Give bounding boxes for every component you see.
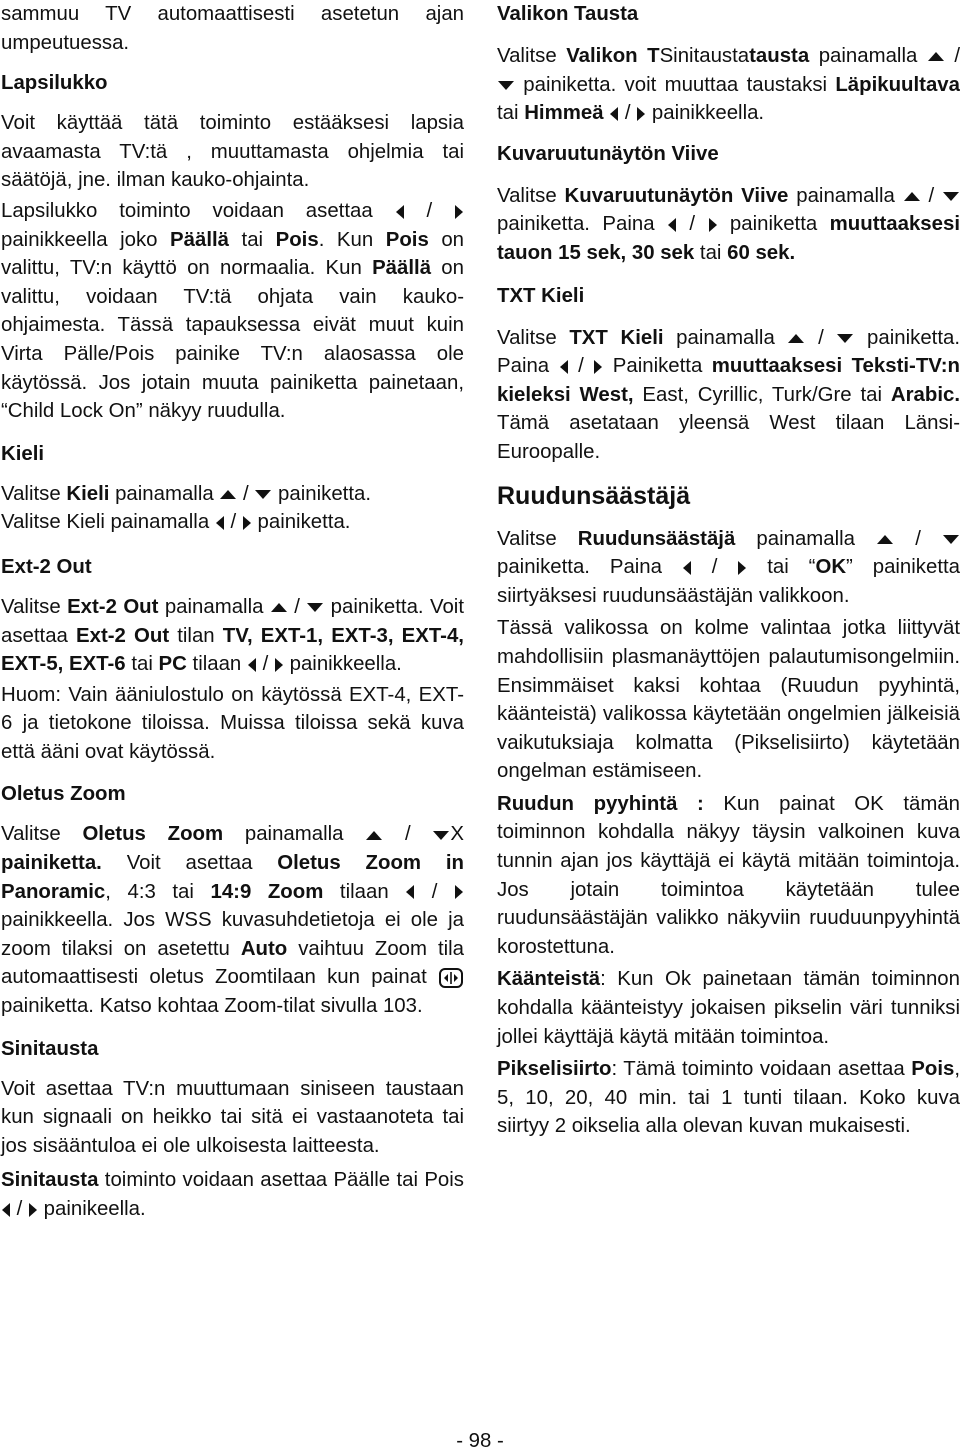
section-heading-valikon-tausta: Valikon Tausta	[497, 3, 639, 25]
up-arrow-icon	[365, 830, 383, 841]
section-heading-ext2-out: Ext-2 Out	[1, 555, 92, 578]
section-heading-kuvaruutunayton-viive: Kuvaruutunäytön Viive	[497, 142, 719, 165]
paragraph: Huom: Vain ääniulostulo on käytössä EXT-4, EXT-6 ja tietokone tiloissa. Muissa tiloissa sekä kuva että ääni ovat käytössä.	[1, 683, 464, 763]
section-heading-txt-kieli: TXT Kieli	[497, 284, 585, 307]
left-column	[1, 0, 464, 1224]
paragraph: Ruudun pyyhintä : Kun painat OK tämän toiminnon kohdalla näkyy täysin valkoinen kuva tunnin ajan jos käyttäjä ei käytä mitään toimintoja. Jos jotain toimintoa käytetään tulee ruudunsäästäjän valikko näkyviin ruuduunpyyhintä korostettuna.	[497, 792, 960, 958]
left-arrow-icon	[1, 1202, 11, 1218]
section-heading-oletus-zoom: Oletus Zoom	[1, 783, 126, 806]
paragraph: Valitse Ext-2 Out painamalla / painiketta. Voit asettaa Ext-2 Out tilan TV, EXT-1, EXT-3, EXT-4, EXT-5, EXT-6 tai PC tilaan / painikkeella.	[1, 595, 464, 676]
paragraph: Voit asettaa TV:n muuttumaan siniseen taustaan kun signaali on heikko tai sitä ei vastaanoteta tai jos sisääntuloa ei ole ulkoisesta laitteesta.	[1, 1077, 464, 1157]
right-arrow-icon	[28, 1202, 38, 1218]
paragraph: Pikselisiirto: Tämä toiminto voidaan asettaa Pois, 5, 10, 20, 40 min. tai 1 tunti tilaan. Koko kuva siirtyy 2 oikselia alla olevan kuvan mukaisesti.	[497, 1058, 960, 1138]
paragraph: Valitse Kieli painamalla / painiketta. Valitse Kieli painamalla / painiketta.	[1, 482, 371, 534]
left-arrow-icon	[609, 106, 619, 122]
right-arrow-icon	[274, 657, 284, 673]
paragraph: Valitse Valikon TSinitaustatausta painamalla / painiketta. voit muuttaa taustaksi Läpikuultava tai Himmeä / painikkeella.	[497, 45, 960, 125]
down-arrow-icon	[497, 80, 515, 91]
down-arrow-icon	[432, 830, 450, 841]
paragraph: Sinitausta toiminto voidaan asettaa Päälle tai Pois / painikeella.	[1, 1169, 464, 1220]
down-arrow-icon	[942, 191, 960, 202]
right-arrow-icon	[454, 204, 464, 220]
down-arrow-icon	[306, 602, 324, 613]
paragraph: Käänteistä: Kun Ok painetaan tämän toiminnon kohdalla käänteistyy jokaisen pikselin väri tunniksi jollei käyttäjä käytä mitään toimintoa.	[497, 968, 960, 1048]
right-arrow-icon	[737, 560, 747, 576]
right-column	[497, 0, 960, 1141]
left-arrow-icon	[405, 884, 415, 900]
right-arrow-icon	[636, 106, 646, 122]
left-arrow-icon	[395, 204, 405, 220]
section-heading-sinitausta: Sinitausta	[1, 1037, 99, 1060]
right-arrow-icon	[593, 359, 603, 375]
right-arrow-icon	[242, 515, 252, 531]
down-arrow-icon	[942, 534, 960, 545]
left-arrow-icon	[667, 217, 677, 233]
left-arrow-icon	[215, 515, 225, 531]
up-arrow-icon	[270, 602, 288, 613]
paragraph: sammuu TV automaattisesti asetetun ajan umpeutuessa.	[1, 3, 464, 54]
section-heading-ruudunsaastaja: Ruudunsäästäjä	[497, 481, 691, 510]
paragraph: Valitse Kuvaruutunäytön Viive painamalla / painiketta. Paina / painiketta muuttaaksesi tauon 15 sek, 30 sek tai 60 sek.	[497, 184, 960, 264]
up-arrow-icon	[787, 333, 805, 344]
section-heading-kieli: Kieli	[1, 442, 45, 465]
paragraph: Tässä valikossa on kolme valintaa jotka liittyvät mahdollisiin plasmanäyttöjen palautumisongelmiin. Ensimmäiset kaksi kohtaa (Ruudun pyyhintä, käänteistä) valikossa käytetään ongelmien jälkeisiä vaikutuksiaja kolmatta (Pikselisiirto) käytetään ongelman estämiseen.	[497, 617, 960, 783]
section-heading-lapsilukko: Lapsilukko	[1, 72, 108, 95]
paragraph: Valitse TXT Kieli painamalla / painiketta. Paina / Painiketta muuttaaksesi Teksti-TV:n kieleksi West, East, Cyrillic, Turk/Gre tai Arabic. Tämä asetataan yleensä West tilaan Länsi-Euroopalle.	[497, 326, 960, 463]
paragraph: Lapsilukko toiminto voidaan asettaa / painikkeella joko Päällä tai Pois. Kun Pois on valittu, TV:n käyttö on normaalia. Kun Päällä on valittu, voidaan TV:tä ohjata vain kauko-ohjaimesta. Tässä tapauksessa eivät muut kuin Virta Pälle/Pois painike TV:n alaosassa ole käytössä. Jos jotain muuta painiketta painetaan, “Child Lock On” näkyy ruudulla.	[1, 199, 464, 423]
paragraph: Voit käyttää tätä toiminto estääksesi lapsia avaamasta TV:tä , muuttamasta ohjelmia tai säätöjä, jne. ilman kauko-ohjainta.	[1, 112, 464, 192]
paragraph: Valitse Oletus Zoom painamalla / X painiketta. Voit asettaa Oletus Zoom in Panoramic, 4:3 tai 14:9 Zoom tilaan / painikkeella. Jos WSS kuvasuhdetietoja ei ole ja zoom tilaksi on asetettu Auto vaihtuu Zoom tila automaattisesti oletus Zoomtilaan kun painat painiketta. Katso kohtaa Zoom-tilat sivulla 103.	[1, 823, 465, 1018]
up-arrow-icon	[903, 191, 921, 202]
zoom-button-icon	[438, 967, 464, 989]
up-arrow-icon	[219, 489, 237, 500]
down-arrow-icon	[254, 489, 272, 500]
down-arrow-icon	[836, 333, 854, 344]
right-arrow-icon	[454, 884, 464, 900]
left-arrow-icon	[559, 359, 569, 375]
right-arrow-icon	[708, 217, 718, 233]
up-arrow-icon	[927, 51, 945, 62]
left-arrow-icon	[247, 657, 257, 673]
up-arrow-icon	[876, 534, 894, 545]
left-arrow-icon	[682, 560, 692, 576]
page-number: - 98 -	[456, 1430, 504, 1452]
paragraph: Valitse Ruudunsäästäjä painamalla / painiketta. Paina / tai “OK” painiketta siirtyäksesi ruudunsäästäjän valikkoon.	[497, 527, 960, 607]
